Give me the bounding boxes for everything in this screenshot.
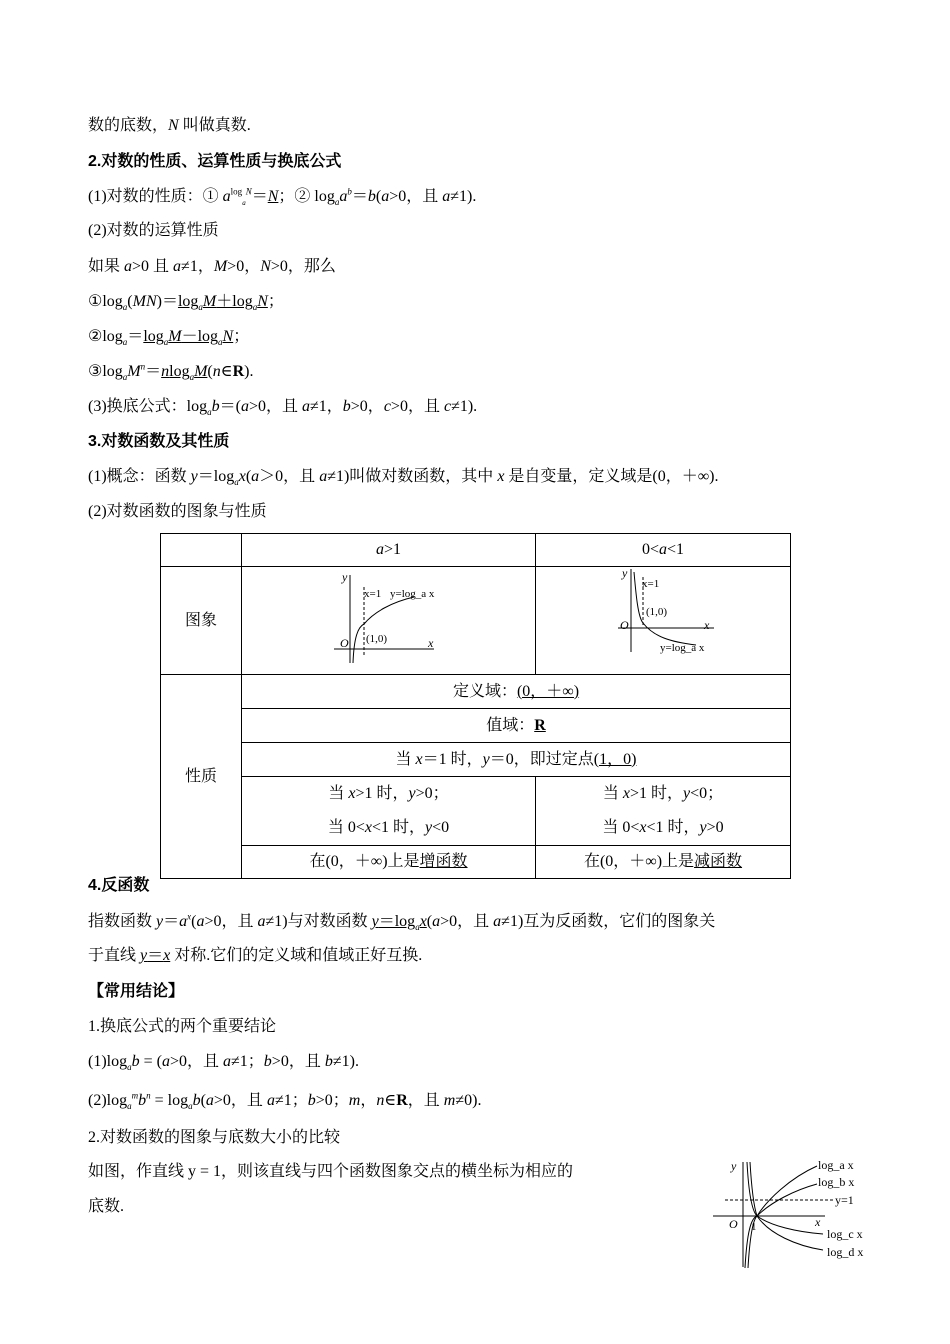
fig-label-y1: y=1 [835,1193,854,1207]
fig-label-log-a: log_a x [818,1158,854,1172]
graph2-x-label: x [704,618,710,632]
fig-label-log-c: log_c x [827,1227,863,1241]
conclusion-2-1: 如图，作直线 y = 1，则该直线与四个函数图象交点的横坐标为相应的 [88,1163,574,1180]
log-condition: 如果 a>0 且 a≠1，M>0，N>0，那么 [88,258,336,275]
conclusion-1: 1.换底公式的两个重要结论 [88,1018,277,1035]
fig-label-log-d: log_d x [827,1245,864,1259]
graph2-y-label: y [622,567,628,580]
change-of-base: (3)换底公式：$\log_ab=(a>0$，且 a≠1，b>0，c>0，且 c≠1). [88,398,478,418]
header-a-lt-1: 0<a<1 [536,534,791,567]
conclusion-1-1: $(1)\log_ab = (a>0$，且 a≠1；b>0，且 b≠1). [88,1053,359,1073]
range-cell: 值域：R [242,709,791,743]
heading-3: 3.对数函数及其性质 [88,433,230,450]
sign-a-lt-1: 当 x>1 时，y<0； 当 0<x<1 时，y>0 [536,777,791,846]
graph1-x1-label: x=1 [364,588,382,600]
graph2-origin: O [620,618,629,632]
graph-a-lt-1-cell [536,567,791,675]
graph1-point-label: (1,0) [366,633,388,645]
mono-a-lt-1: 在(0，＋∞)上是减函数 [536,846,791,879]
log-rule-product: $①\log_a(MN)=\log_aM+\log_aN$； [88,293,284,313]
fig-x-axis: x [815,1215,821,1229]
row-label-graph: 图象 [161,567,242,675]
conclusion-2-2: 底数. [88,1198,125,1215]
graph-a-gt-1 [242,567,536,668]
graph2-x1-label: x=1 [642,578,660,590]
log-property-2: (2)对数的运算性质 [88,222,219,239]
heading-4: 4.反函数 [88,877,150,894]
log-function-concept: (1)概念：函数 $y=\log_ax(a>0$，且 a≠1)叫做对数函数，其中 x 是自变量，定义域是(0，＋∞). [88,468,719,488]
graph2-curve-label: y=log_a x [660,642,705,654]
graph1-origin: O [340,636,349,650]
fig-one: 1 [751,1221,757,1233]
log-property-1: (1)对数的性质：① $a^{log}_a^N=N$；② $\log_aa^b=b(a>0$，且 a≠1). [88,186,477,208]
header-a-gt-1: a>1 [242,534,536,567]
sign-a-gt-1: 当 x>1 时，y>0； 当 0<x<1 时，y<0 [242,777,536,846]
graph1-y-label: y [342,570,348,584]
graph-a-gt-1-cell [242,567,536,675]
conclusion-1-2: $(2)\log_a^mb^n = \log_ab(a>0$，且 a≠1；b>0；m，n∈R，且 m≠0). [88,1090,482,1112]
domain-cell: 定义域：(0，＋∞) [242,675,791,709]
mono-a-gt-1: 在(0，＋∞)上是增函数 [242,846,536,879]
fig-y-axis: y [731,1159,737,1173]
heading-2: 2.对数的性质、运算性质与换底公式 [88,153,342,170]
fig-label-log-b: log_b x [818,1175,855,1189]
fig-origin: O [729,1217,738,1231]
base-comparison-figure [705,1152,875,1272]
fixed-point-cell: 当 x＝1 时，y＝0，即过定点(1，0) [242,743,791,777]
para-base-number: 数的底数，N 叫做真数. [88,117,251,134]
graph-a-lt-1 [536,567,791,668]
inverse-func-1: 指数函数 $y=a^x(a>0$，且 a≠1)与对数函数 $y=\log_ax(a>0$，且 a≠1)互为反函数，它们的图象关 [88,911,716,933]
graph1-x-label: x [428,636,434,650]
log-function-graph-title: (2)对数函数的图象与性质 [88,503,267,520]
heading-conclusions: 【常用结论】 [88,983,185,1000]
log-rule-quotient: $②\log_a=\log_aM-\log_aN$； [88,328,250,348]
table-corner [161,534,242,567]
log-function-table [160,533,791,879]
graph2-point-label: (1,0) [646,606,668,618]
inverse-func-2: 于直线 y＝x 对称.它们的定义域和值域正好互换. [88,947,423,964]
log-rule-power: $③\log_aM^n=nlog_aM(n\in R)$. [88,361,254,383]
graph1-curve-label: y=log_a x [390,588,435,600]
conclusion-2: 2.对数函数的图象与底数大小的比较 [88,1129,341,1146]
row-label-props: 性质 [161,675,242,879]
